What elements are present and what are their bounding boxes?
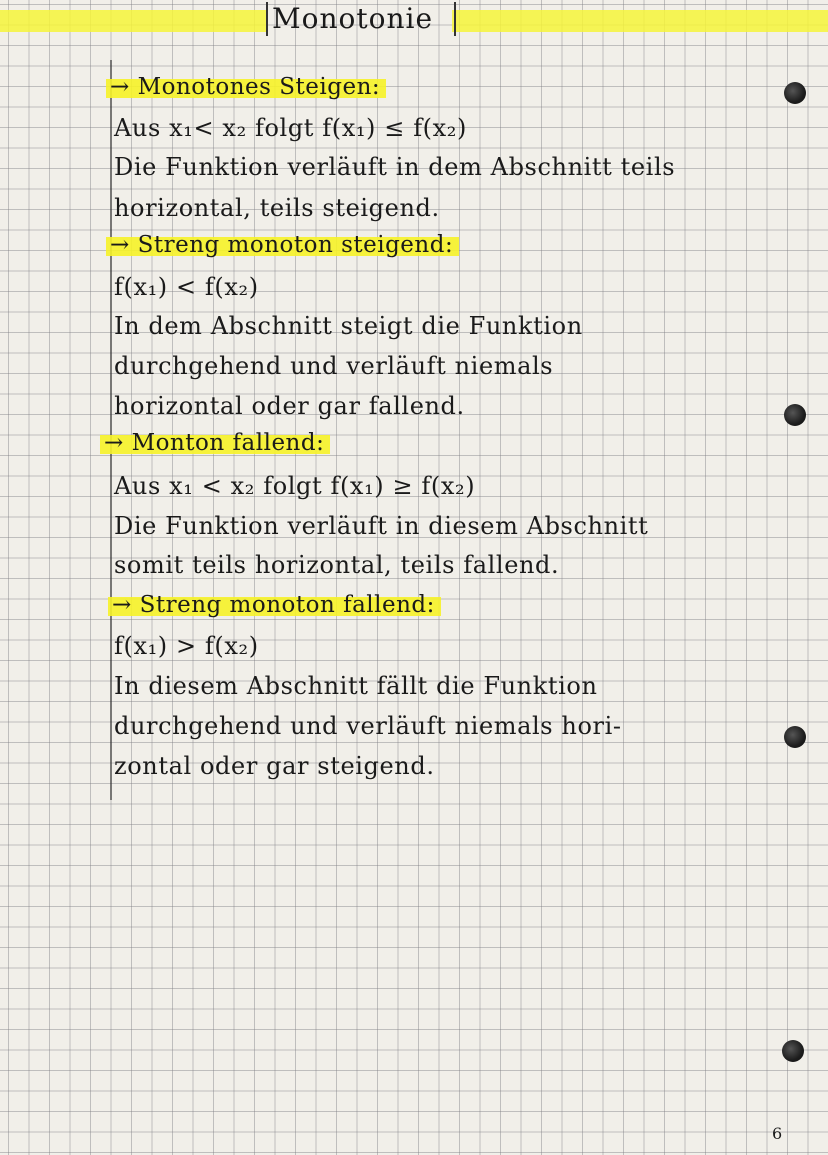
- binder-hole: [784, 404, 806, 426]
- page-number: 6: [772, 1124, 783, 1143]
- section-line: somit teils horizontal, teils fallend.: [114, 551, 560, 579]
- title-highlight-right: [452, 10, 828, 32]
- section-line: f(x₁) > f(x₂): [114, 632, 259, 660]
- section-line: durchgehend und verläuft niemals hori-: [114, 712, 622, 740]
- section-line: zontal oder gar steigend.: [114, 752, 435, 780]
- section-line: Aus x₁ < x₂ folgt f(x₁) ≥ f(x₂): [114, 472, 476, 500]
- section-heading-monoton-fallend: → Monton fallend:: [100, 430, 330, 456]
- section-line: horizontal oder gar fallend.: [114, 392, 465, 420]
- section-heading-streng-monoton-fallend: → Streng monoton fallend:: [108, 592, 441, 618]
- section-line: In dem Abschnitt steigt die Funktion: [114, 312, 583, 340]
- binder-hole: [782, 1040, 804, 1062]
- section-line: Die Funktion verläuft in dem Abschnitt teils: [114, 153, 676, 181]
- section-line: Aus x₁< x₂ folgt f(x₁) ≤ f(x₂): [114, 114, 467, 142]
- section-line: durchgehend und verläuft niemals: [114, 352, 554, 380]
- page-title: Monotonie: [272, 2, 434, 35]
- section-heading-monotones-steigen: → Monotones Steigen:: [106, 74, 386, 100]
- section-line: Die Funktion verläuft in diesem Abschnitt: [114, 512, 649, 540]
- title-highlight-left: [0, 10, 266, 32]
- section-heading-streng-monoton-steigend: → Streng monoton steigend:: [106, 232, 459, 258]
- binder-hole: [784, 82, 806, 104]
- section-line: In diesem Abschnitt fällt die Funktion: [114, 672, 598, 700]
- section-line: horizontal, teils steigend.: [114, 194, 440, 222]
- binder-hole: [784, 726, 806, 748]
- section-line: f(x₁) < f(x₂): [114, 273, 259, 301]
